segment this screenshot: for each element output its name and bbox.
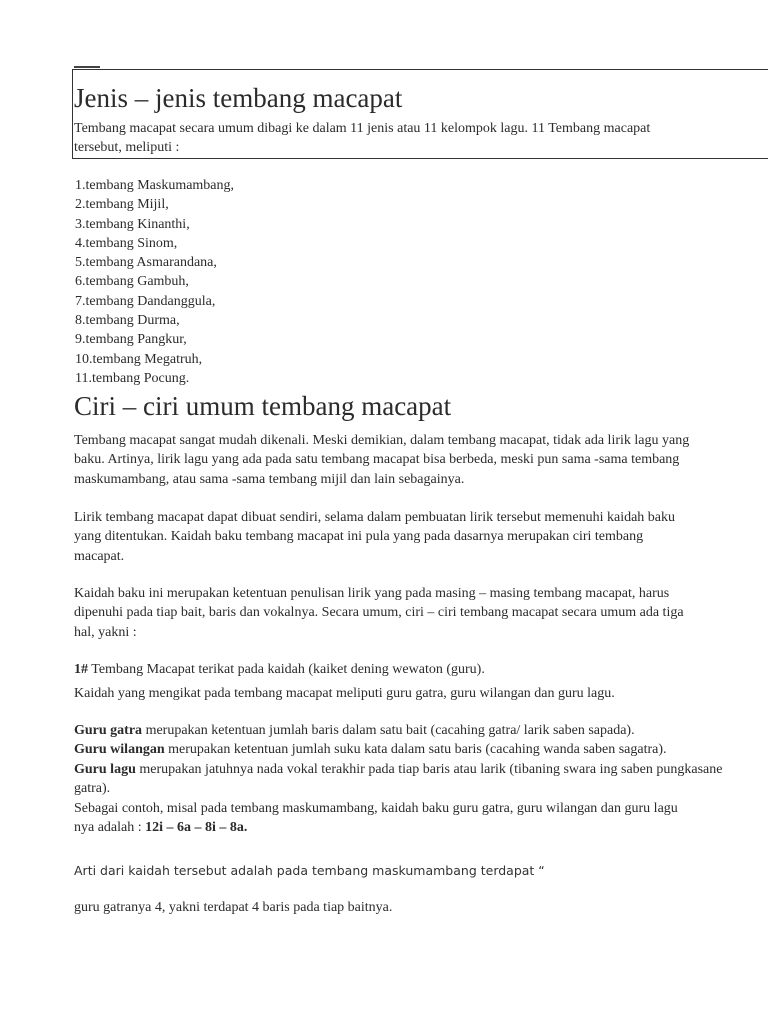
guru-wilangan-definition xyxy=(74,740,724,759)
tembang-list xyxy=(75,176,234,388)
paragraph-ciri-3: Kaidah baku ini merupakan ketentuan penulisan lirik yang pada masing – masing tembang macapat, harus dipenuhi pada tiap bait, baris dan vokalnya. Secara umum, ciri – ciri tembang macapat secara umum ada tiga hal, yakni : xyxy=(74,586,684,640)
top-rule-mark xyxy=(74,66,100,68)
guru-lagu-text: merupakan jatuhnya nada vokal terakhir pada tiap baris atau larik (tibaning swara ing saben pungkasane gatra). xyxy=(74,761,723,797)
guru-gatra-text: merupakan ketentuan jumlah baris dalam satu bait (cacahing gatra/ larik saben sapada). xyxy=(142,723,635,738)
list-item: 5.tembang Asmarandana, xyxy=(75,255,217,271)
point-1-number: 1# xyxy=(74,662,88,677)
guru-definitions xyxy=(74,721,724,837)
paragraph-ciri-1: Tembang macapat sangat mudah dikenali. Meski demikian, dalam tembang macapat, tidak ada lirik lagu yang baku. Artinya, lirik lagu yang ada pada satu tembang macapat bisa berbeda, meski pun sama -sama tembang maskumambang, atau sama -sama tembang mijil dan lain sebagainya. xyxy=(74,433,690,487)
list-item: 7.tembang Dandanggula, xyxy=(75,293,216,309)
example-pattern: 12i – 6a – 8i – 8a. xyxy=(145,820,248,836)
list-item: 1.tembang Maskumambang, xyxy=(75,178,235,193)
section-title-ciri: Ciri – ciri umum tembang macapat xyxy=(74,391,452,421)
guru-gatra-note: guru gatranya 4, yakni terdapat 4 baris pada tiap baitnya. xyxy=(74,900,393,915)
list-item: 8.tembang Durma, xyxy=(75,313,180,329)
example-text: Sebagai contoh, misal pada tembang maskumambang, kaidah baku guru gatra, guru wilangan dan guru lagu nya adalah : xyxy=(74,800,678,836)
list-item: 11.tembang Pocung. xyxy=(75,370,190,386)
point-1-text: Tembang Macapat terikat pada kaidah (kaiket dening wewaton (guru). xyxy=(88,662,485,677)
list-item: 10.tembang Megatruh, xyxy=(75,351,203,367)
list-item: 4.tembang Sinom, xyxy=(75,235,178,251)
arti-sentence: Arti dari kaidah tersebut adalah pada tembang maskumambang terdapat “ xyxy=(74,863,545,878)
guru-wilangan-label: Guru wilangan xyxy=(74,742,165,758)
intro-paragraph: Tembang macapat secara umum dibagi ke dalam 11 jenis atau 11 kelompok lagu. 11 Tembang macapat tersebut, meliputi : xyxy=(74,121,651,156)
guru-gatra-label: Guru gatra xyxy=(74,723,143,738)
section-title-jenis: Jenis – jenis tembang macapat xyxy=(74,83,403,113)
guru-wilangan-text: merupakan ketentuan jumlah suku kata dalam satu baris (cacahing wanda saben sagatra). xyxy=(164,742,667,758)
list-item: 9.tembang Pangkur, xyxy=(75,332,187,348)
paragraph-ciri-2: Lirik tembang macapat dapat dibuat sendiri, selama dalam pembuatan lirik tersebut memenuhi kaidah baku yang ditentukan. Kaidah baku tembang macapat ini pula yang pada dasarnya merupakan ciri tembang macapat. xyxy=(74,510,676,564)
list-item: 6.tembang Gambuh, xyxy=(75,274,189,290)
list-item: 2.tembang Mijil, xyxy=(75,197,169,213)
guru-lagu-definition xyxy=(74,760,724,799)
point-1 xyxy=(74,660,734,679)
list-item: 3.tembang Kinanthi, xyxy=(75,216,190,232)
guru-gatra-definition xyxy=(74,721,724,740)
point-1-description: Kaidah yang mengikat pada tembang macapat meliputi guru gatra, guru wilangan dan guru lagu. xyxy=(74,686,615,701)
guru-lagu-label: Guru lagu xyxy=(74,761,136,777)
example-sentence xyxy=(74,799,694,838)
